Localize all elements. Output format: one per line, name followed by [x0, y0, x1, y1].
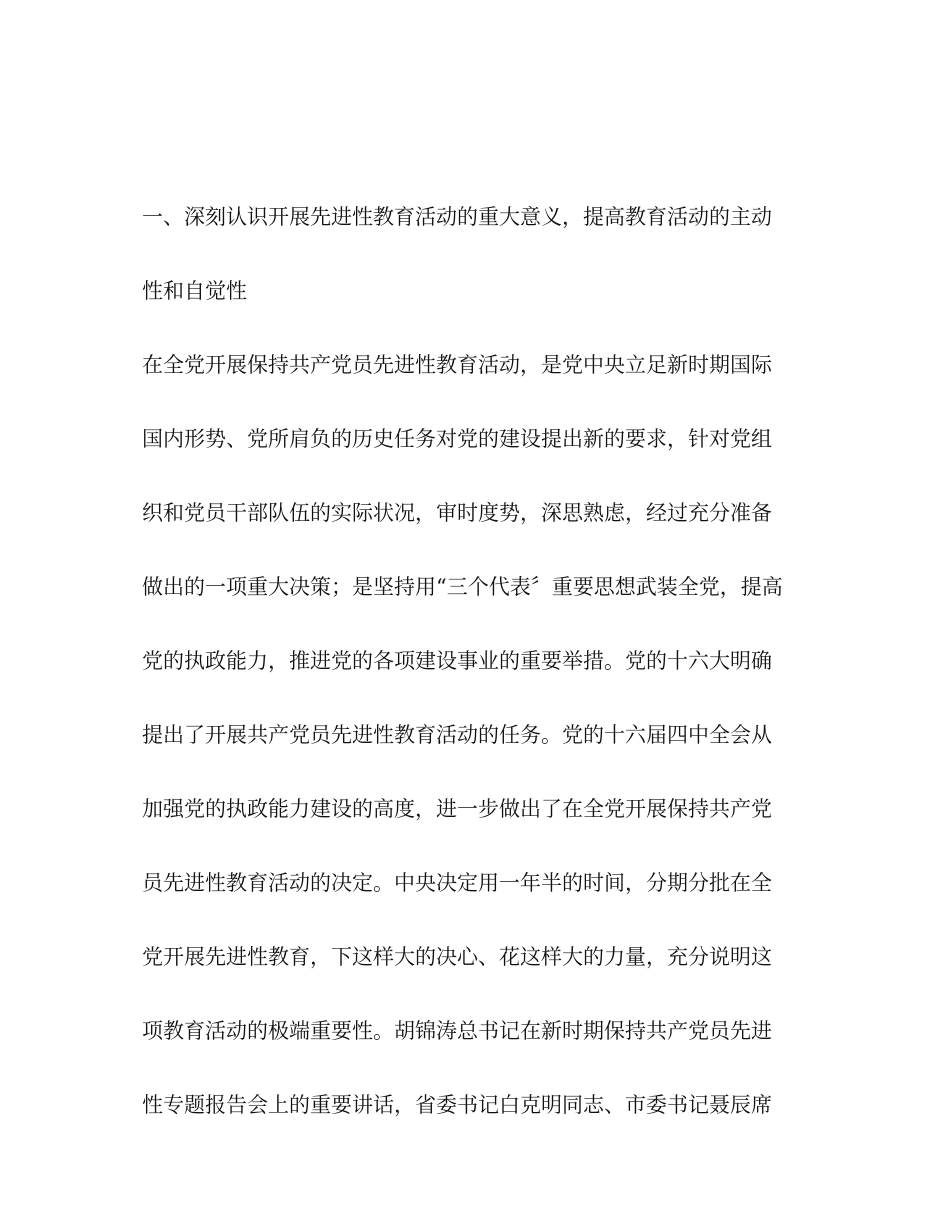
paragraph-line: 做出的一项重大决策；是坚持用“三个代表〞重要思想武装全党，提高 [142, 575, 783, 599]
document-body [142, 196, 822, 1158]
paragraph-line: 加强党的执政能力建设的高度，进一步做出了在全党开展保持共产党 [142, 797, 772, 821]
paragraph-line: 织和党员干部队伍的实际状况，审时度势，深思熟虑，经过充分准备 [142, 501, 772, 525]
paragraph-line: 员先进性教育活动的决定。中央决定用一年半的时间，分期分批在全 [142, 871, 772, 895]
heading-line-1: 一、深刻认识开展先进性教育活动的重大意义，提高教育活动的主动 [142, 205, 772, 229]
paragraph-line: 提出了开展共产党员先进性教育活动的任务。党的十六届四中全会从 [142, 723, 772, 747]
paragraph-line: 在全党开展保持共产党员先进性教育活动，是党中央立足新时期国际 [142, 353, 772, 377]
paragraph-line: 国内形势、党所肩负的历史任务对党的建设提出新的要求，针对党组 [142, 427, 772, 451]
paragraph-line: 党的执政能力，推进党的各项建设事业的重要举措。党的十六大明确 [142, 649, 772, 673]
heading-line-2: 性和自觉性 [142, 279, 247, 303]
paragraph-line: 项教育活动的极端重要性。胡锦涛总书记在新时期保持共产党员先进 [142, 1019, 772, 1043]
paragraph-line: 性专题报告会上的重要讲话，省委书记白克明同志、市委书记聂辰席 [142, 1093, 772, 1117]
paragraph-line: 党开展先进性教育，下这样大的决心、花这样大的力量，充分说明这 [142, 945, 772, 969]
